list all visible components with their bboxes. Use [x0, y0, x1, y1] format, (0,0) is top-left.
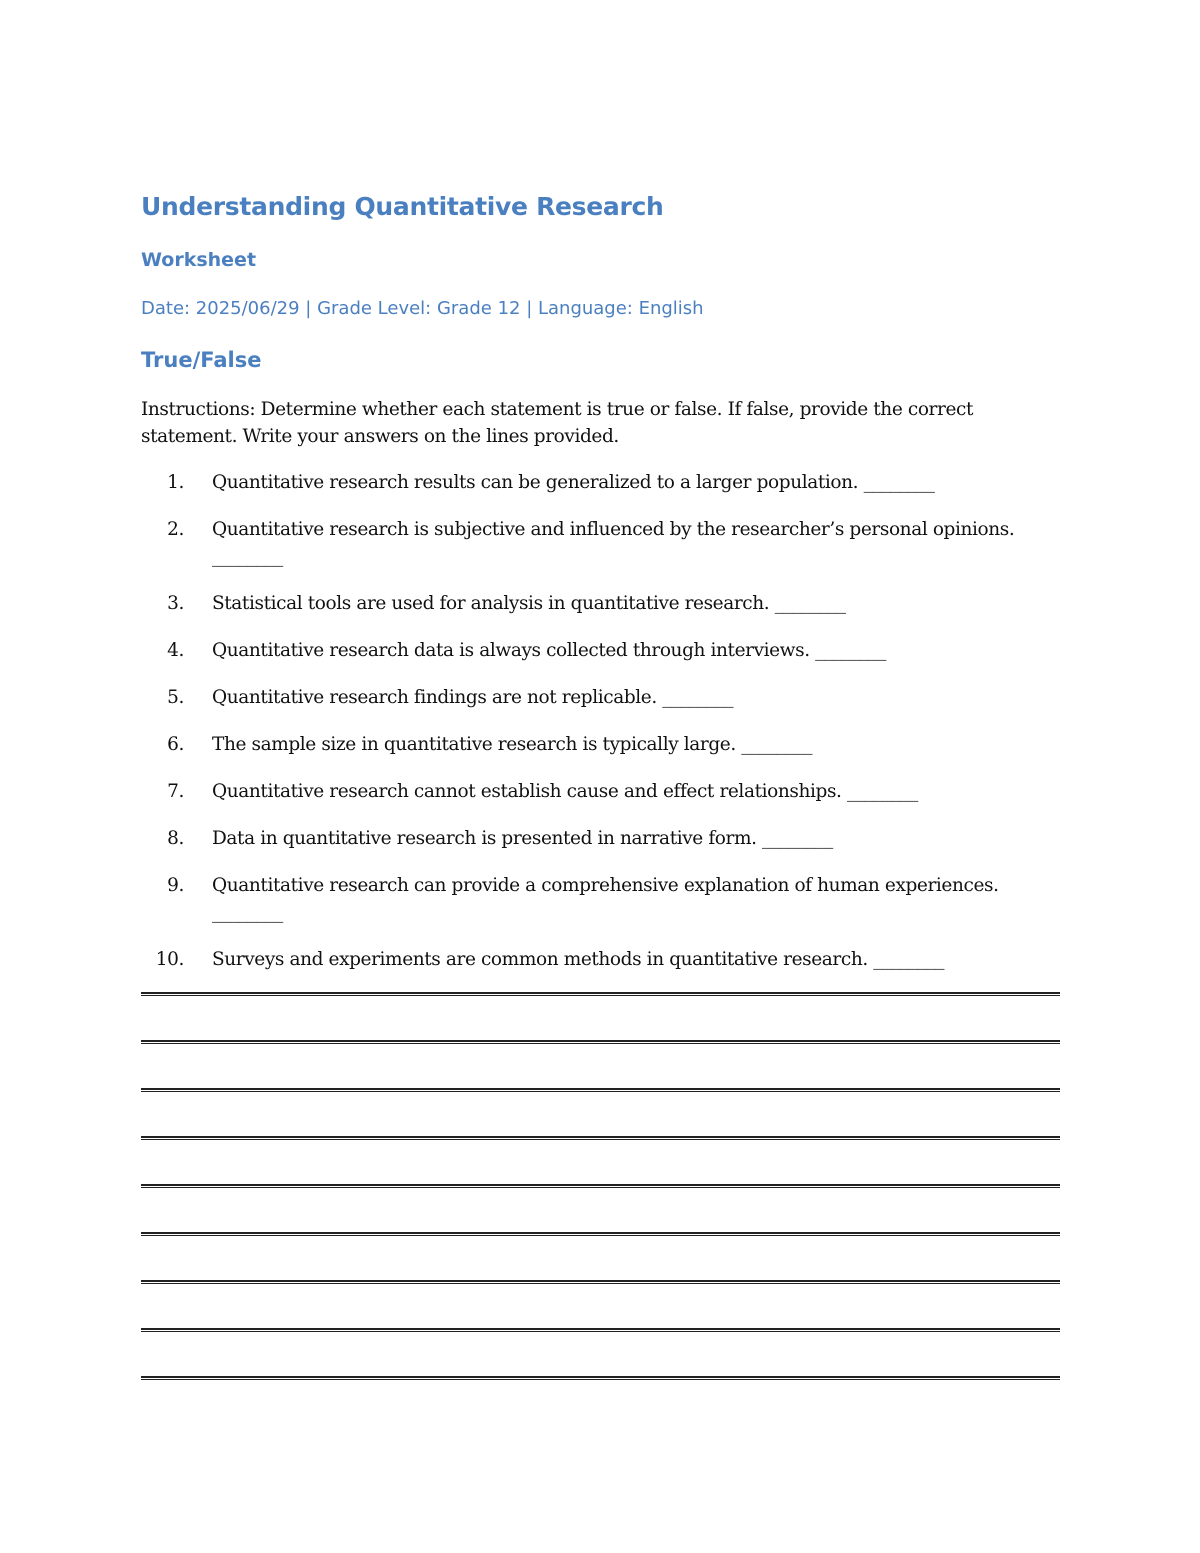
document-title: Understanding Quantitative Research: [141, 192, 664, 221]
question-item: [141, 946, 1061, 973]
answer-line[interactable]: [141, 1328, 1060, 1332]
answer-line[interactable]: [141, 1280, 1060, 1284]
question-text: Data in quantitative research is presented in narrative form. ________: [212, 828, 833, 849]
question-number: 4.: [167, 640, 184, 661]
question-number: 7.: [167, 781, 184, 802]
answer-line[interactable]: [141, 1136, 1060, 1140]
question-number: 2.: [167, 519, 184, 540]
question-number: 9.: [167, 875, 184, 896]
question-item: [141, 684, 1061, 711]
question-item: [141, 516, 1061, 570]
answer-line[interactable]: [141, 1184, 1060, 1188]
question-text: Statistical tools are used for analysis in quantitative research. ________: [212, 593, 846, 614]
instructions-text: Instructions: Determine whether each statement is true or false. If false, provide the correct statement. Write your answers on the lines provided.: [141, 399, 973, 447]
question-text: The sample size in quantitative research is typically large. ________: [212, 734, 813, 755]
question-item: [141, 637, 1061, 664]
question-list: [141, 469, 1061, 993]
question-text: Quantitative research results can be generalized to a larger population. ________: [212, 472, 935, 493]
question-item: [141, 731, 1061, 758]
question-item: [141, 872, 1061, 926]
question-number: 5.: [167, 687, 184, 708]
question-number: 6.: [167, 734, 184, 755]
question-number: 8.: [167, 828, 184, 849]
answer-line[interactable]: [141, 992, 1060, 996]
question-text: Surveys and experiments are common methods in quantitative research. ________: [212, 949, 945, 970]
section-heading: True/False: [141, 348, 262, 372]
question-text: Quantitative research is subjective and influenced by the researcher’s personal opinions. ________: [212, 519, 1015, 567]
document-meta: Date: 2025/06/29 | Grade Level: Grade 12 | Language: English: [141, 298, 704, 319]
answer-lines: [141, 992, 1060, 1424]
question-number: 10.: [155, 949, 184, 970]
question-number: 1.: [167, 472, 184, 493]
question-number: 3.: [167, 593, 184, 614]
answer-line[interactable]: [141, 1040, 1060, 1044]
answer-line[interactable]: [141, 1088, 1060, 1092]
question-text: Quantitative research data is always collected through interviews. ________: [212, 640, 886, 661]
question-text: Quantitative research can provide a comprehensive explanation of human experiences. ________: [212, 875, 999, 923]
question-item: [141, 825, 1061, 852]
question-text: Quantitative research cannot establish cause and effect relationships. ________: [212, 781, 918, 802]
document-subtitle: Worksheet: [141, 249, 257, 271]
question-item: [141, 469, 1061, 496]
answer-line[interactable]: [141, 1232, 1060, 1236]
question-item: [141, 778, 1061, 805]
question-item: [141, 590, 1061, 617]
question-text: Quantitative research findings are not replicable. ________: [212, 687, 734, 708]
answer-line[interactable]: [141, 1376, 1060, 1380]
